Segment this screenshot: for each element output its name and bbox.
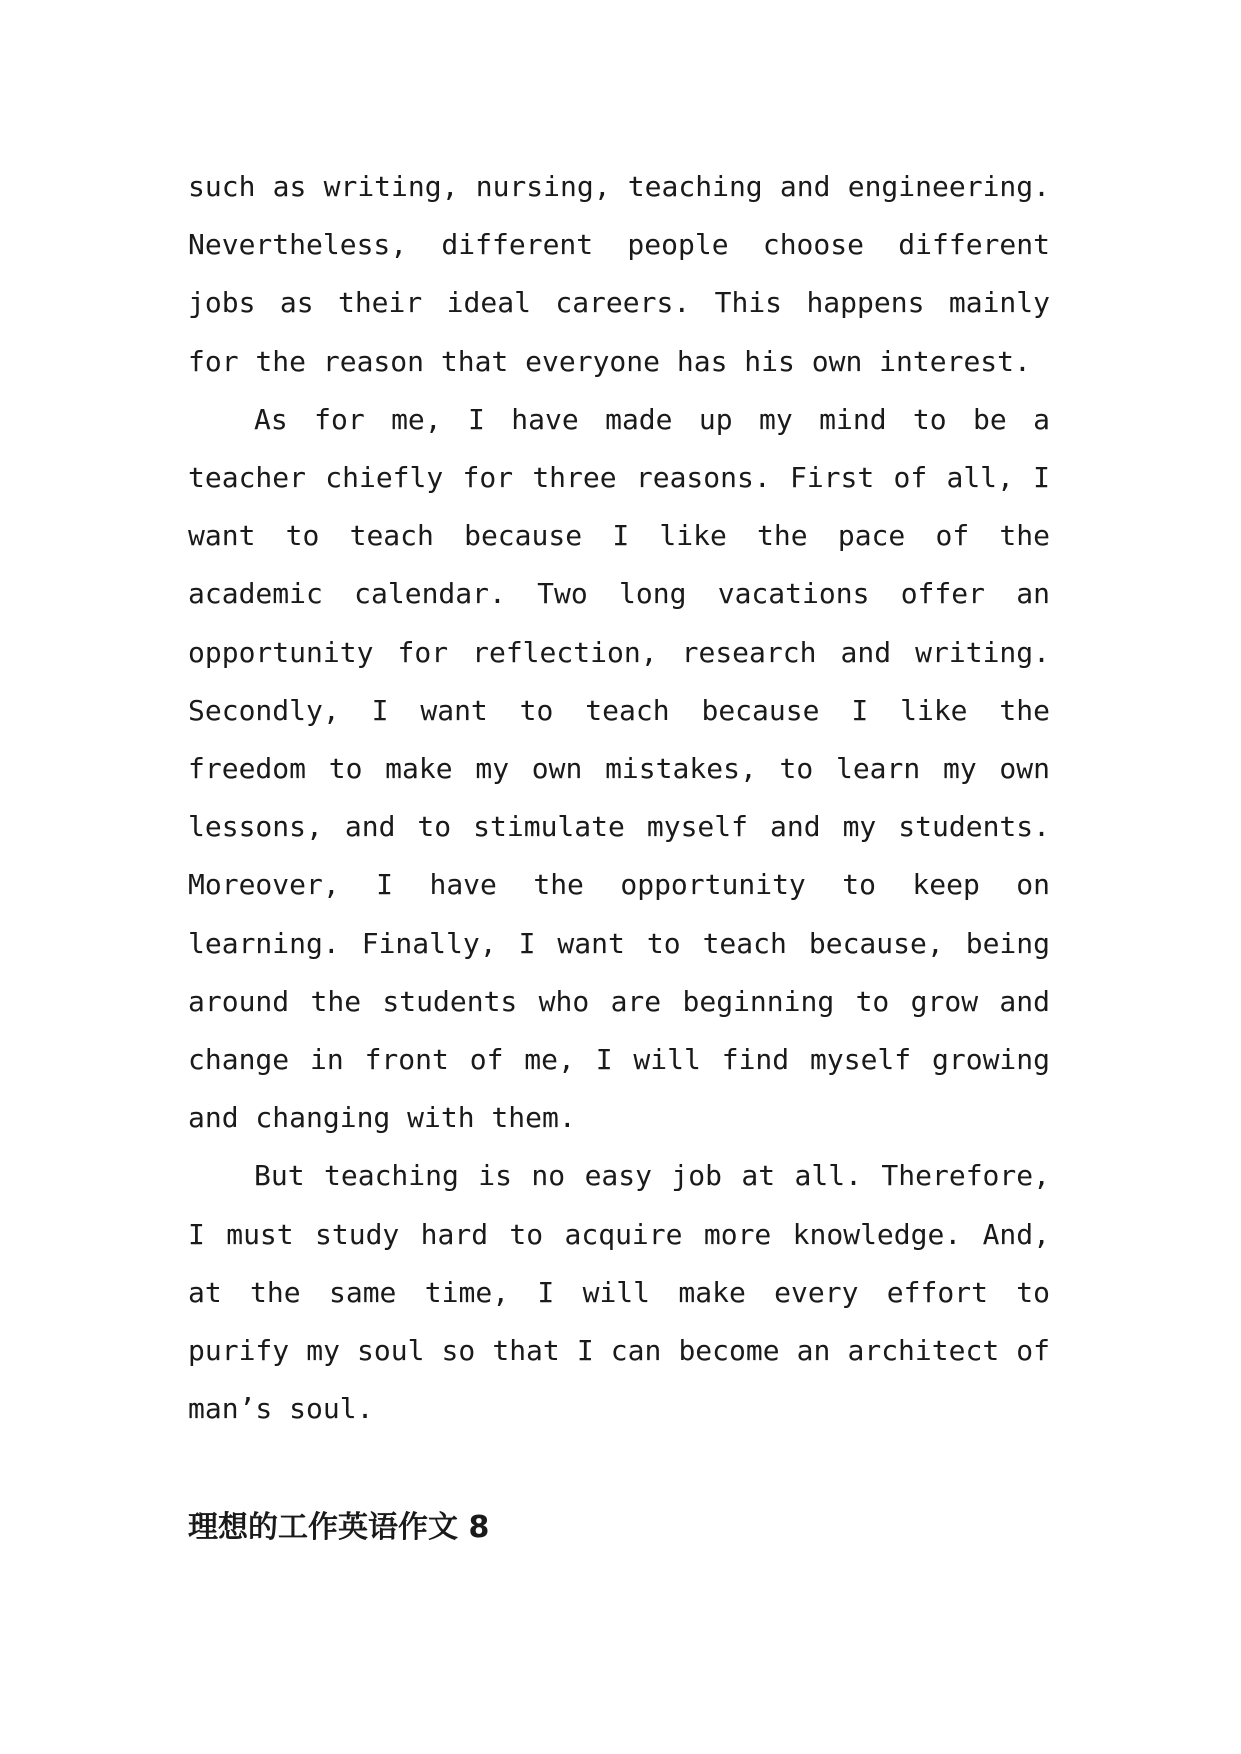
paragraph-conclusion: But teaching is no easy job at all. Therefore, I must study hard to acquire more knowledge. And, at the same time, I will make every effort to purify my soul so that I can become an architect of man’s soul.	[188, 1159, 1050, 1426]
paragraph-continuation: such as writing, nursing, teaching and engineering. Nevertheless, different people choose different jobs as their ideal careers. This happens mainly for the reason that everyone has his own interest.	[188, 170, 1050, 378]
paragraph-reasons: As for me, I have made up my mind to be a teacher chiefly for three reasons. First of all, I want to teach because I like the pace of the academic calendar. Two long vacations offer an opportunity for reflection, research and writing. Secondly, I want to teach because I like the freedom to make my own mistakes, to learn my own lessons, and to stimulate myself and my students. Moreover, I have the opportunity to keep on learning. Finally, I want to teach because, being around the students who are beginning to grow and change in front of me, I will find myself growing and changing with them.	[188, 402, 1050, 1135]
section-heading: 理想的工作英语作文 8	[188, 1510, 490, 1545]
essay-body	[188, 158, 1050, 1438]
